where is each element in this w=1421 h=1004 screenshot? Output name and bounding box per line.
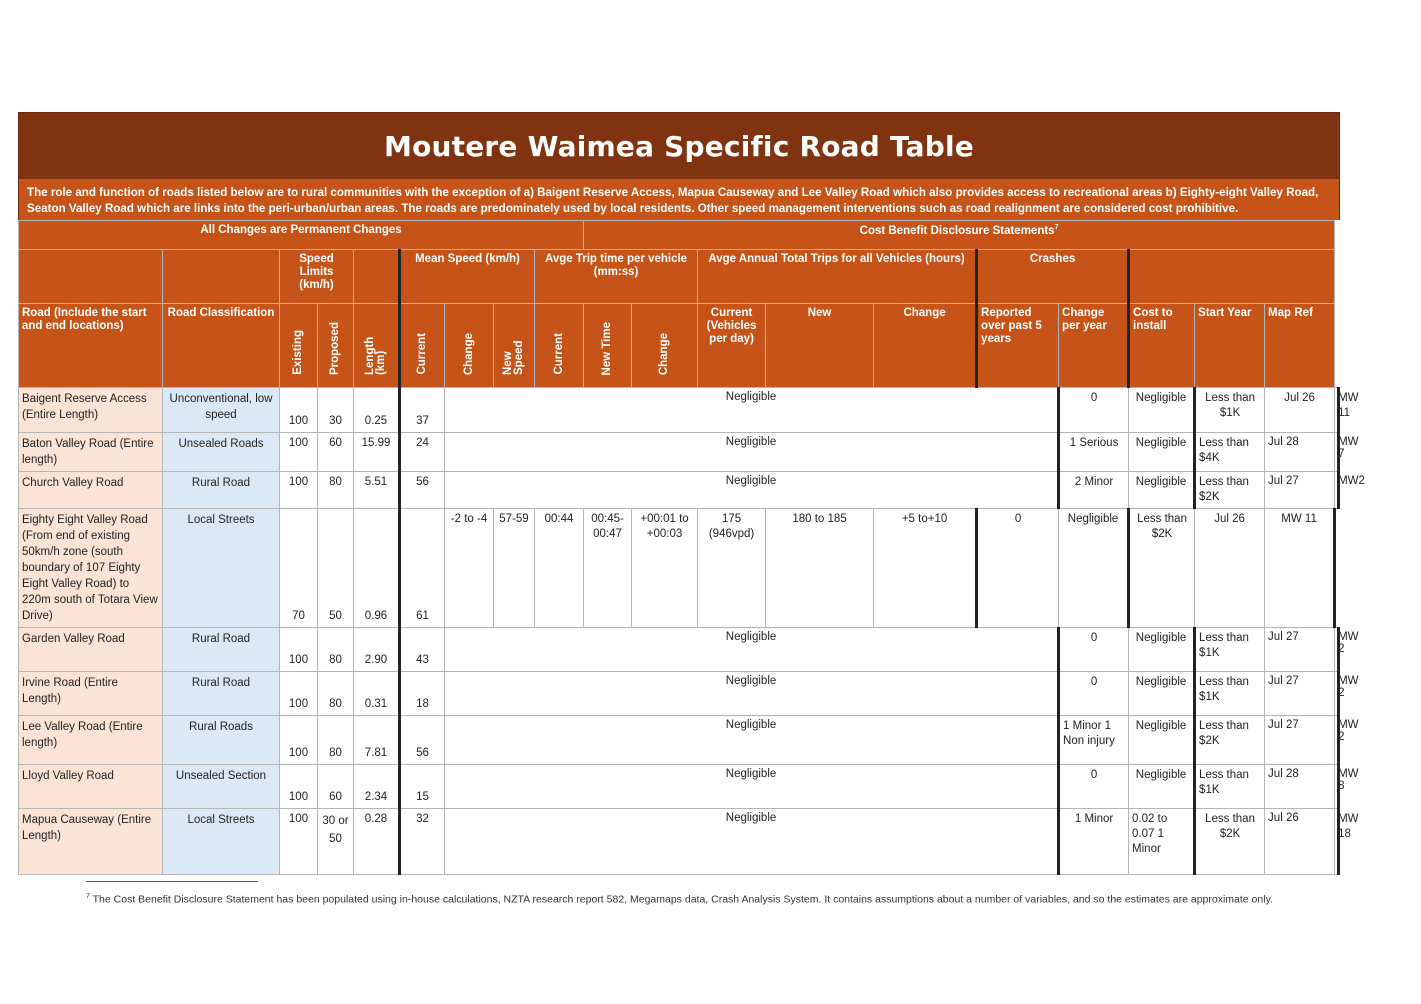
col-mean-current: Current [400,304,445,388]
road-classification: Rural Roads [163,716,280,765]
road-name: Eighty Eight Valley Road (From end of existing 50km/h zone (south boundary of 107 Eighty Eight Valley Road) to 220m south of Totara View Drive) [19,509,163,628]
col-trip-current: Current [535,304,584,388]
col-annual-change: Change [874,304,977,388]
road-classification: Unconventional, low speed [163,388,280,433]
road-name: Garden Valley Road [19,628,163,672]
crash-change-per-year: Negligible [1129,388,1195,433]
col-crashes-reported: Reported over past 5 years [977,304,1059,388]
start-year: Jul 27 [1265,716,1335,765]
speed-existing: 100 [280,765,318,809]
trip-time-new: 00:45-00:47 [584,509,632,628]
road-length: 0.31 [354,672,400,716]
impact-negligible: Negligible [445,809,1059,875]
map-ref: MW 8 [1335,765,1339,809]
col-proposed: Proposed [318,304,354,388]
annual-trips-change: +5 to+10 [874,509,977,628]
intro-text: The role and function of roads listed below are to rural communities with the exception of a) Baigent Reserve Access, Mapua Causeway and Lee Valley Road which also provides access to recreational areas b) Eighty-eight Valley Road, Seaton Valley Road which are links into the peri-urban/urban areas. The roads are predominately used by local residents. Other speed management interventions such as road realignment are considered cost prohibitive. [18,179,1340,220]
start-year: Jul 27 [1265,628,1335,672]
road-name: Baigent Reserve Access (Entire Length) [19,388,163,433]
table-row [19,509,1339,628]
crashes-reported: 1 Minor [1059,809,1129,875]
crashes-reported: 0 [1059,672,1129,716]
header-blank [19,250,163,304]
group-crashes: Crashes [977,250,1129,304]
cost-to-install: Less than $1K [1195,628,1265,672]
cost-to-install: Less than $1K [1195,388,1265,433]
cost-to-install: Less than $1K [1195,765,1265,809]
cost-to-install: Less than $2K [1195,716,1265,765]
mean-speed-current: 61 [400,509,445,628]
speed-proposed: 50 [318,509,354,628]
mean-speed-current: 32 [400,809,445,875]
road-length: 7.81 [354,716,400,765]
road-length: 0.25 [354,388,400,433]
start-year: Jul 26 [1265,809,1335,875]
map-ref: MW 11 [1265,509,1335,628]
mean-speed-current: 43 [400,628,445,672]
col-map-ref: Map Ref [1265,304,1335,388]
start-year: Jul 27 [1265,672,1335,716]
mean-speed-current: 56 [400,716,445,765]
start-year: Jul 26 [1195,509,1265,628]
page-title: Moutere Waimea Specific Road Table [384,129,974,163]
table-row [19,472,1339,509]
road-length: 0.28 [354,809,400,875]
speed-existing: 100 [280,672,318,716]
impact-negligible: Negligible [445,716,1059,765]
table-row [19,388,1339,433]
cost-to-install: Less than $1K [1195,672,1265,716]
speed-existing: 100 [280,472,318,509]
map-ref: MW 2 [1335,716,1339,765]
impact-negligible: Negligible [445,765,1059,809]
road-name: Mapua Causeway (Entire Length) [19,809,163,875]
crashes-reported: 0 [1059,765,1129,809]
section-permanent-changes: All Changes are Permanent Changes [19,221,584,250]
road-table-document [18,112,1365,875]
road-name: Baton Valley Road (Entire length) [19,433,163,472]
road-classification: Unsealed Roads [163,433,280,472]
road-table [18,220,1365,875]
speed-existing: 100 [280,809,318,875]
impact-negligible: Negligible [445,628,1059,672]
table-row [19,809,1339,875]
road-classification: Local Streets [163,509,280,628]
crash-change-per-year: Negligible [1129,765,1195,809]
road-classification: Rural Road [163,628,280,672]
col-existing: Existing [280,304,318,388]
table-row [19,672,1339,716]
crashes-reported: 1 Serious [1059,433,1129,472]
trip-time-change: +00:01 to +00:03 [632,509,698,628]
speed-proposed: 80 [318,472,354,509]
crash-change-per-year: Negligible [1129,672,1195,716]
crash-change-per-year: Negligible [1129,628,1195,672]
table-row [19,765,1339,809]
section-cost-benefit: Cost Benefit Disclosure Statements$^7$ [584,221,1335,250]
col-mean-change: Change [445,304,494,388]
road-classification: Rural Road [163,472,280,509]
group-speed-limits: Speed Limits (km/h) [280,250,354,304]
speed-proposed: 80 [318,672,354,716]
crashes-reported: 1 Minor 1 Non injury [1059,716,1129,765]
cost-to-install: Less than $2K [1129,509,1195,628]
start-year: Jul 28 [1265,765,1335,809]
cost-to-install: Less than $2K [1195,472,1265,509]
crash-change-per-year: Negligible [1059,509,1129,628]
footnote-text: The Cost Benefit Disclosure Statement has been populated using in-house calculations, NZTA research report 582, Megamaps data, Crash Analysis System. It contains assumptions about a number of variables, and so the estimates are approximate only. [92,893,1273,906]
col-mean-new-speed: New Speed [494,304,535,388]
speed-existing: 100 [280,388,318,433]
group-mean-speed: Mean Speed (km/h) [400,250,535,304]
road-name: Irvine Road (Entire Length) [19,672,163,716]
col-cost-to-install: Cost to install [1129,304,1195,388]
road-classification: Unsealed Section [163,765,280,809]
cost-to-install: Less than $2K [1195,809,1265,875]
crash-change-per-year: Negligible [1129,472,1195,509]
map-ref: MW 7 [1335,433,1339,472]
speed-existing: 70 [280,509,318,628]
mean-speed-current: 37 [400,388,445,433]
header-blank [354,250,400,304]
group-trip-time: Avge Trip time per vehicle (mm:ss) [535,250,698,304]
col-annual-new: New [766,304,874,388]
crash-change-per-year: 0.02 to 0.07 1 Minor [1129,809,1195,875]
road-classification: Rural Road [163,672,280,716]
col-trip-new-time: New Time [584,304,632,388]
road-name: Church Valley Road [19,472,163,509]
speed-existing: 100 [280,433,318,472]
impact-negligible: Negligible [445,433,1059,472]
mean-speed-current: 56 [400,472,445,509]
road-length: 0.96 [354,509,400,628]
crashes-reported: 2 Minor [1059,472,1129,509]
map-ref: MW 2 [1335,672,1339,716]
col-classification: Road Classification [163,304,280,388]
speed-proposed: 80 [318,716,354,765]
map-ref: MW 11 [1335,388,1339,433]
annual-trips-new: 180 to 185 [766,509,874,628]
footnote [86,889,1316,908]
header-blank [1129,250,1335,304]
road-length: 2.34 [354,765,400,809]
road-length: 5.51 [354,472,400,509]
col-trip-change: Change [632,304,698,388]
road-classification: Local Streets [163,809,280,875]
road-length: 2.90 [354,628,400,672]
col-length: Length (km) [354,304,400,388]
speed-existing: 100 [280,628,318,672]
speed-proposed: 80 [318,628,354,672]
speed-proposed: 60 [318,433,354,472]
mean-speed-new: 57-59 [494,509,535,628]
col-start-year: Start Year [1195,304,1265,388]
mean-speed-current: 18 [400,672,445,716]
mean-speed-current: 24 [400,433,445,472]
impact-negligible: Negligible [445,388,1059,433]
road-name: Lee Valley Road (Entire length) [19,716,163,765]
table-row [19,716,1339,765]
map-ref: MW 2 [1335,628,1339,672]
speed-existing: 100 [280,716,318,765]
map-ref: MW2 [1335,472,1339,509]
impact-negligible: Negligible [445,672,1059,716]
col-change-per-year: Change per year [1059,304,1129,388]
cost-to-install: Less than $4K [1195,433,1265,472]
group-annual-trips: Avge Annual Total Trips for all Vehicles (hours) [698,250,977,304]
impact-negligible: Negligible [445,472,1059,509]
crash-change-per-year: Negligible [1129,716,1195,765]
trip-time-current: 00:44 [535,509,584,628]
annual-trips-current: 175 (946vpd) [698,509,766,628]
table-row [19,628,1339,672]
speed-proposed: 30 [318,388,354,433]
crashes-reported: 0 [1059,388,1129,433]
mean-speed-change: -2 to -4 [445,509,494,628]
road-name: Lloyd Valley Road [19,765,163,809]
table-row [19,433,1339,472]
footnote-marker: 7 [86,893,90,900]
road-length: 15.99 [354,433,400,472]
speed-proposed: 60 [318,765,354,809]
start-year: Jul 27 [1265,472,1335,509]
start-year: Jul 28 [1265,433,1335,472]
mean-speed-current: 15 [400,765,445,809]
title-band [18,112,1340,179]
col-annual-current: Current (Vehicles per day) [698,304,766,388]
start-year: Jul 26 [1265,388,1335,433]
header-blank [163,250,280,304]
crash-change-per-year: Negligible [1129,433,1195,472]
col-road: Road (Include the start and end locations) [19,304,163,388]
footnote-divider [86,881,258,882]
crashes-reported: 0 [977,509,1059,628]
map-ref: MW 18 [1335,809,1339,875]
speed-proposed: 30 or 50 [318,809,354,875]
crashes-reported: 0 [1059,628,1129,672]
